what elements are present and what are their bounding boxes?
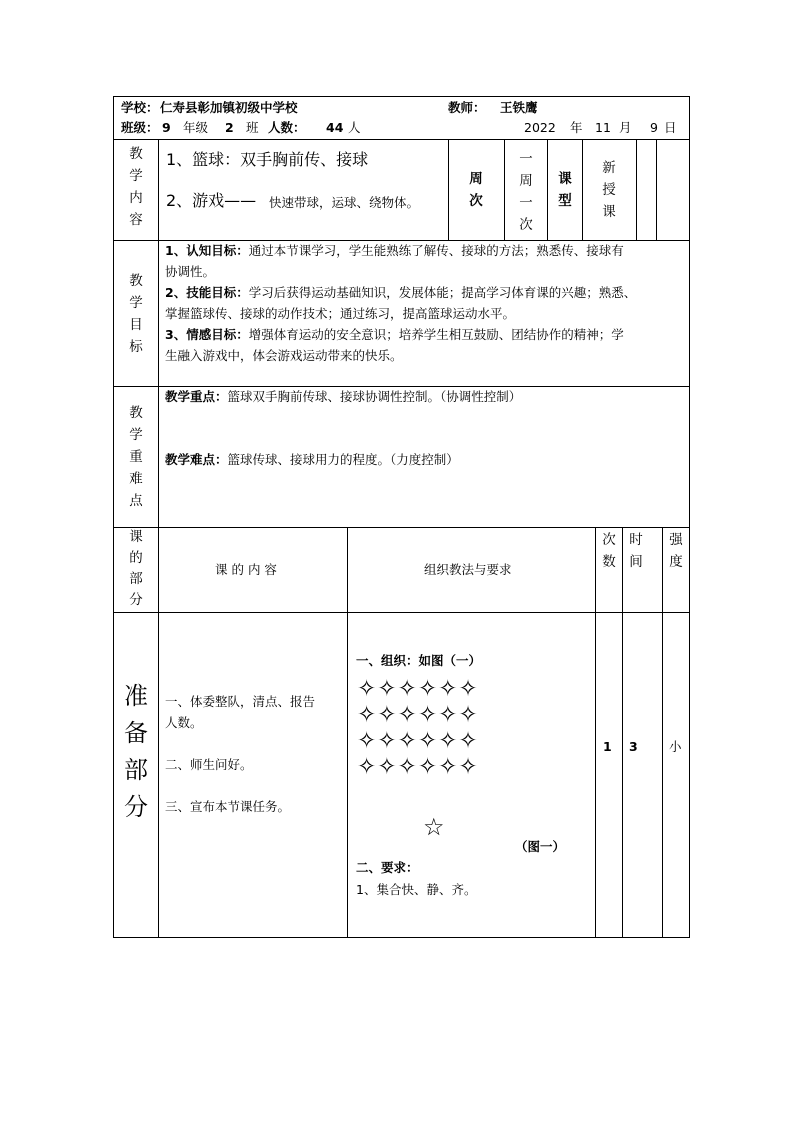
prep-intensity: 小 (669, 739, 682, 754)
time-header (625, 529, 647, 573)
label-char: 重 (129, 449, 143, 465)
label-char: 容 (129, 212, 143, 228)
objective-line: 3、情感目标：增强体育运动的安全意识；培养学生相互鼓励、团结协作的精神；学 (165, 327, 624, 342)
prep-content-line: 人数。 (165, 715, 203, 730)
date-month: 11 (595, 120, 611, 135)
label-char: 间 (629, 554, 643, 570)
grade-word: 年级 (183, 120, 209, 135)
label-char: 标 (129, 339, 143, 355)
lesson-type-value (598, 157, 620, 223)
value-char: 次 (519, 217, 533, 233)
date-month-word: 月 (619, 120, 632, 135)
label-char: 周 (469, 171, 483, 187)
formation-row: ✧✧✧✧✧✧ (357, 676, 479, 702)
teacher-label: 教师： (448, 100, 486, 115)
prep-content-line: 一、体委整队，清点、报告 (165, 694, 316, 709)
label-char: 目 (129, 317, 143, 333)
class-label: 班级： (121, 120, 159, 135)
school-name: 仁寿县彰加镇初级中学校 (160, 100, 298, 115)
label-char: 分 (129, 592, 143, 608)
label-char: 数 (602, 554, 616, 570)
student-formation (357, 676, 479, 780)
label-char: 的 (129, 550, 143, 566)
content-header: 课 的 内 容 (215, 562, 277, 577)
keypoints-label (125, 402, 147, 512)
value-char: 周 (519, 173, 533, 189)
count-label: 人数： (268, 120, 306, 135)
label-char: 学 (129, 295, 143, 311)
objective-line: 生融入游戏中，体会游戏运动带来的快乐。 (165, 348, 403, 363)
count-number: 44 (326, 120, 344, 135)
date-day-word: 日 (664, 120, 677, 135)
preparation-label (118, 678, 154, 826)
objective-line: 2、技能目标：学习后获得运动基础知识，发展体能；提高学习体育课的兴趣；熟悉、 (165, 285, 637, 300)
label-char: 难 (129, 471, 143, 487)
label-char: 学 (129, 427, 143, 443)
value-char: 一 (519, 151, 533, 167)
prep-time: 3 (629, 739, 638, 754)
date-day: 9 (650, 120, 658, 135)
teaching-content-label (125, 143, 147, 231)
label-char: 度 (669, 554, 683, 570)
requirements-title: 二、要求： (356, 860, 419, 875)
organization-title: 一、组织：如图（一） (356, 653, 482, 668)
prep-content-line: 三、宣布本节课任务。 (165, 799, 291, 814)
label-char: 内 (129, 190, 143, 206)
difficult-point: 教学难点：篮球传球、接球用力的程度。（力度控制） (165, 452, 459, 467)
label-char: 准 (124, 682, 148, 710)
formation-row: ✧✧✧✧✧✧ (357, 702, 479, 728)
label-char: 型 (558, 193, 572, 209)
label-char: 次 (469, 193, 483, 209)
key-point: 教学重点：篮球双手胸前传球、接球协调性控制。（协调性控制） (165, 389, 522, 404)
value-char: 新 (602, 160, 616, 176)
content-item-2-detail: 快速带球，运球、绕物体。 (269, 195, 420, 210)
label-char: 课 (558, 171, 572, 187)
figure-caption: （图一） (515, 839, 566, 854)
method-header: 组织教法与要求 (424, 562, 512, 577)
teacher-star-icon: ☆ (423, 813, 445, 841)
label-char: 学 (129, 168, 143, 184)
count-unit: 人 (348, 120, 361, 135)
value-char: 一 (519, 195, 533, 211)
class-number: 2 (225, 120, 234, 135)
label-char: 时 (629, 532, 643, 548)
lesson-type-label (554, 168, 576, 212)
content-item-1: 1、篮球：双手胸前传、接球 (166, 150, 369, 169)
date-year-word: 年 (570, 120, 583, 135)
objective-line: 协调性。 (165, 264, 216, 279)
objectives-text (165, 240, 690, 366)
label-char: 部 (129, 571, 143, 587)
class-word: 班 (246, 120, 259, 135)
label-char: 点 (129, 493, 143, 509)
objective-line: 1、认知目标：通过本节课学习，学生能熟练了解传、接球的方法；熟悉传、接球有 (165, 243, 624, 258)
teacher-name: 王铁鹰 (500, 100, 538, 115)
value-char: 课 (602, 204, 616, 220)
times-header (598, 529, 620, 573)
prep-times: 1 (603, 739, 612, 754)
label-char: 教 (129, 405, 143, 421)
label-char: 教 (129, 273, 143, 289)
objectives-label (125, 270, 147, 358)
week-label (465, 168, 487, 212)
content-item-2-main: 2、游戏—— (166, 191, 257, 210)
intensity-header (665, 529, 687, 573)
label-char: 备 (124, 719, 148, 747)
grade-number: 9 (162, 120, 171, 135)
week-value (515, 148, 537, 236)
value-char: 授 (602, 182, 616, 198)
school-label: 学校： (121, 100, 159, 115)
label-char: 强 (669, 532, 683, 548)
objective-line: 掌握篮球传、接球的动作技术；通过练习，提高篮球运动水平。 (165, 306, 516, 321)
label-char: 课 (129, 529, 143, 545)
label-char: 部 (124, 756, 148, 784)
label-char: 教 (129, 146, 143, 162)
label-char: 分 (124, 793, 148, 821)
label-char: 次 (602, 532, 616, 548)
part-header (125, 527, 147, 611)
formation-row: ✧✧✧✧✧✧ (357, 728, 479, 754)
prep-content-line: 二、师生问好。 (165, 757, 253, 772)
requirements-text: 1、集合快、静、齐。 (356, 882, 477, 897)
formation-row: ✧✧✧✧✧✧ (357, 754, 479, 780)
date-year: 2022 (524, 120, 556, 135)
